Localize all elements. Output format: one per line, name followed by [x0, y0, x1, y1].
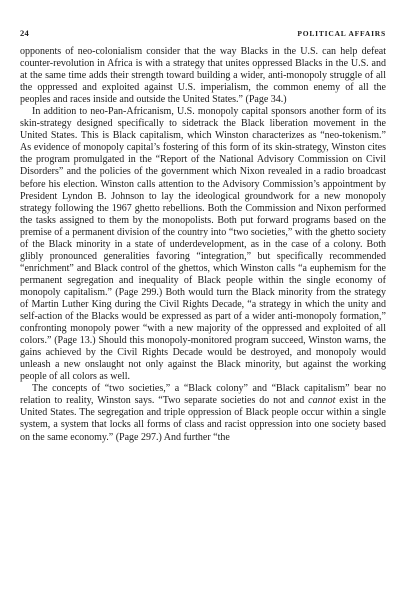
paragraph-2: [20, 106, 386, 383]
document-page: [20, 28, 386, 444]
paragraph-1: [20, 46, 386, 106]
paragraph-3-text-a: The concepts of “two societies,” a “Black colony” and “Black capitalism” bear no relation to reality, Winston says. “Two separate societies do not and: [20, 383, 386, 407]
page-number: 24: [20, 28, 30, 38]
paragraph-3-emphasis: cannot: [308, 395, 336, 407]
paragraph-3: [20, 383, 386, 443]
running-head: [20, 28, 386, 38]
journal-title: POLITICAL AFFAIRS: [297, 29, 386, 38]
paragraph-1-text: opponents of neo-colonialism consider that the way Blacks in the U.S. can help defeat counter-revolution in Africa is with a strategy that unites oppressed Blacks in the U.S. and at the same time adds their strength toward building a wider, anti-monopoly struggle of all the oppressed and exploited against U.S. imperialism, the common enemy of all the peoples and races inside and outside the United States.” (Page 34.): [20, 46, 386, 106]
paragraph-3-text-b: exist in the United States. The segregation and triple oppression of Black people occur within a single system, a system that locks all forms of class and racist oppression into one society based on the same economy.” (Page 297.) And further “the: [20, 395, 386, 443]
paragraph-2-text: In addition to neo-Pan-Africanism, U.S. monopoly capital sponsors another form of its skin-strategy designed specifically to sidetrack the Black liberation movement in the United States. This is Black capitalism, which Winston characterizes as “neo-tokenism.” As evidence of monopoly capital’s fostering of this form of its skin-strategy, Winston cites the program promulgated in the “Report of the National Advisory Commission on Civil Disorders” and the policies of the government which Nixon revealed in a radio broadcast before his election. Winston calls attention to the Advisory Commission’s appointment by President Lyndon B. Johnson to lay the ideological groundwork for a new monopoly strategy following the 1967 ghetto rebellions. Both the Commission and Nixon performed the tasks assigned to them by the monopolists. Both put forward programs based on the premise of a permanent division of the country into “two societies,” with the ghetto society of the Black minority in a state of underdevelopment, as in the case of a colony. Both glibly pronounced generalities favoring “integration,” but specifically recommended “enrichment” and Black control of the ghettos, which Winston calls “a euphemism for the permanent segregation and inequality of Black people within the single economy of monopoly capitalism.” (Page 299.) Both would turn the Black minority from the strategy of Martin Luther King during the Civil Rights Decade, “a strategy in which the unity and self-action of the Blacks would be expressed as part of a wider anti-monopoly formation,” confronting monopoly power “with a new majority of the oppressed and exploited of all colors.” (Page 13.) Should this monopoly-monitored program succeed, Winston warns, the gains achieved by the Civil Rights Decade would be destroyed, and monopoly would unleash a new onslaught not only against the Black minority, but against the working people of all colors as well.: [20, 106, 386, 383]
article-body: [20, 46, 386, 444]
